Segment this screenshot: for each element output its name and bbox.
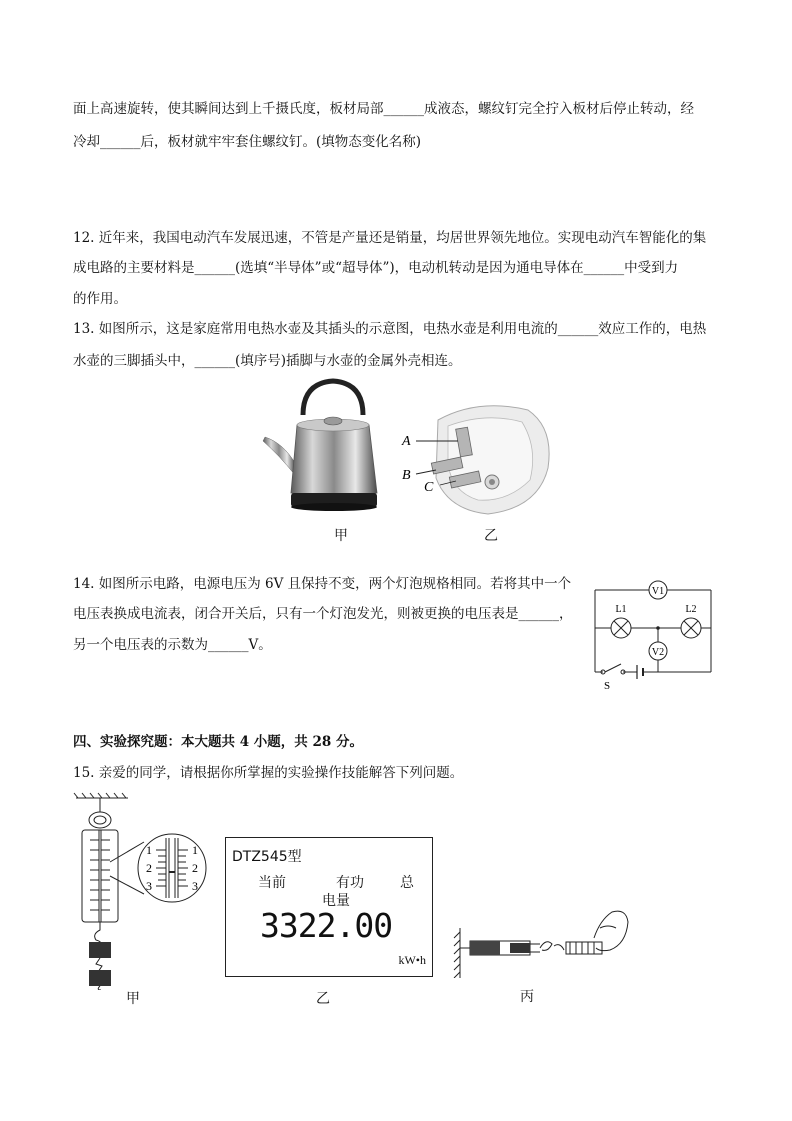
voltmeter-v1-label: V1: [651, 586, 665, 597]
scale-mark-left-3: 3: [146, 879, 152, 893]
plug-label-a: A: [402, 434, 411, 449]
question-12-line-1: 12. 近年来，我国电动汽车发展迅速，不管是产量还是销量，均居世界领先地位。实现电动汽车智能化的集: [73, 230, 707, 246]
kettle-figure: [255, 375, 385, 520]
meter-unit: kW•h: [398, 953, 426, 967]
scale-mark-left-1: 1: [146, 843, 152, 857]
scale-mark-left-2: 2: [146, 861, 152, 875]
section-4-heading: 四、实验探究题：本大题共 4 小题，共 28 分。: [73, 734, 363, 750]
circuit-diagram: [585, 572, 720, 692]
question-14-line-1: 14. 如图所示电路，电源电压为 6V 且保持不变，两个灯泡规格相同。若将其中一个: [73, 576, 572, 592]
switch-s-label: S: [603, 680, 611, 692]
voltmeter-v2-label: V2: [651, 647, 665, 658]
lamp-l2-label: L2: [685, 604, 697, 615]
meter-label-energy: 电量: [322, 893, 350, 909]
question-14-line-2: 电压表换成电流表，闭合开关后，只有一个灯泡发光，则被更换的电压表是______，: [73, 606, 573, 622]
question-13-line-2: 水壶的三脚插头中，______(填序号)插脚与水壶的金属外壳相连。: [73, 353, 462, 369]
scale-mark-right-2: 2: [192, 861, 198, 875]
question-12-line-2: 成电路的主要材料是______(选填“半导体”或“超导体”)，电动机转动是因为通电导体在______中受到力: [73, 260, 679, 276]
plug-label-c: C: [424, 480, 434, 495]
figure-caption-jia-15: 甲: [126, 991, 140, 1007]
lamp-l1-label: L1: [615, 604, 627, 615]
question-14-line-3: 另一个电压表的示数为______V。: [73, 637, 272, 653]
meter-label-current: 当前: [258, 875, 286, 891]
paragraph-11-line-1: 面上高速旋转，使其瞬间达到上千摄氏度，板材局部______成液态，螺纹钉完全拧入板材后停止转动，经: [73, 101, 694, 117]
meter-reading: 3322.00: [260, 906, 393, 945]
electricity-meter-display: [225, 837, 433, 977]
syringe-figure: [450, 898, 630, 978]
plug-figure: [398, 398, 556, 518]
figure-caption-yi-15: 乙: [316, 991, 330, 1007]
scale-mark-right-3: 3: [192, 879, 198, 893]
plug-label-b: B: [402, 468, 411, 483]
question-12-line-3: 的作用。: [73, 291, 127, 307]
meter-model: DTZ545型: [232, 849, 302, 865]
figure-caption-jia: 甲: [334, 528, 348, 544]
meter-label-total: 总: [400, 875, 414, 891]
question-13-line-1: 13. 如图所示，这是家庭常用电热水壶及其插头的示意图，电热水壶是利用电流的______效应工作的，电热: [73, 321, 707, 337]
paragraph-11-line-2: 冷却______后，板材就牢牢套住螺纹钉。(填物态变化名称): [73, 134, 422, 150]
meter-label-active: 有功: [336, 875, 364, 891]
question-15-line-1: 15. 亲爱的同学，请根据你所掌握的实验操作技能解答下列问题。: [73, 765, 464, 781]
figure-caption-yi: 乙: [484, 528, 498, 544]
figure-caption-bing: 丙: [520, 989, 534, 1005]
scale-mark-right-1: 1: [192, 843, 198, 857]
spring-scale-figure: [68, 790, 218, 990]
